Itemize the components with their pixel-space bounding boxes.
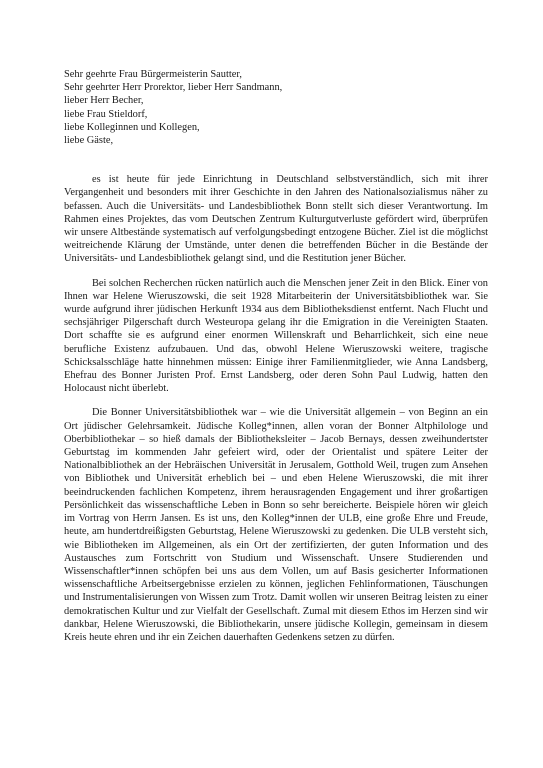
salutation-block — [64, 68, 488, 147]
body-paragraph: es ist heute für jede Einrichtung in Deutschland selbstverständlich, sich mit ihrer Vergangenheit und besonders mit ihrer Geschichte in den Jahren des Nationalsozialismus näher zu befassen. Auch die Universitäts- und Landesbibliothek Bonn stellt sich dieser Verantwortung. Im Rahmen eines Projektes, das vom Deutschen Zentrum Kulturgutverluste gefördert wird, überprüfen wir unsere Altbestände systematisch auf verfolgungsbedingt entzogene Bücher. Ziel ist die möglichst weitreichende Klärung der Umstände, unter denen die betreffenden Bücher in die Bestände der Universitäts- und Landesbibliothek gelangt sind, und die Restitution jener Bücher. — [64, 174, 488, 265]
salutation-line: lieber Herr Becher, — [64, 95, 144, 107]
salutation-line: liebe Gäste, — [64, 135, 114, 147]
salutation-line: Sehr geehrte Frau Bürgermeisterin Sautter, — [64, 69, 242, 80]
body-paragraph: Die Bonner Universitätsbibliothek war – wie die Universität allgemein – von Beginn an ein Ort jüdischer Gelehrsamkeit. Jüdische Kolleg*innen, allen voran der Bonner Altphilologe und Oberbibliothekar – so hieß damals der Bibliotheksleiter – Jacob Bernays, dessen zweihundertster Geburtstag im kommenden Jahr gefeiert wird, oder der Orientalist und spätere Leiter der Nationalbibliothek an der Hebräischen Universität in Jerusalem, Gotthold Weil, trugen zum Ansehen von Bibliothek und Universität erheblich bei – und eben Helene Wieruszowski, die mit ihrer beeindruckenden fachlichen Kompetenz, ihrem herausragenden Engagement und ihrer großartigen Persönlichkeit das wissenschaftliche Leben in Bonn so sehr bereicherte. Beispiele hören wir gleich im Vortrag von Herrn Jansen. Es ist uns, den Kolleg*innen der ULB, eine große Ehre und Freude, heute, am hundertdreißigsten Geburtstag, Helene Wieruszowski zu gedenken. Die ULB versteht sich, wie Bibliotheken im Allgemeinen, als ein Ort der zertifizierten, der guten Information und des Austausches zum Fortschritt von Studium und Wissenschaft. Unsere Studierenden und Wissenschaftler*innen schöpfen bei uns aus dem Vollen, um auf Basis gesicherter Informationen wissenschaftliche Arbeitsergebnisse erzielen zu können, jeglichen Fehlinformationen, Täuschungen und Instrumentalisierungen von Wissen zum Trotz. Damit wollen wir unseren Beitrag leisten zu einer demokratischen Kultur und zur Vielfalt der Gesellschaft. Zumal mit diesem Ethos im Herzen sind wir dankbar, Helene Wieruszowski, die Bibliothekarin, unsere jüdische Kollegin, gemeinsam in diesem Kreis heute ehren und ihr ein Zeichen dauerhaften Gedenkens setzen zu dürfen. — [64, 407, 488, 643]
body-paragraph: Bei solchen Recherchen rücken natürlich auch die Menschen jener Zeit in den Blick. Einer von Ihnen war Helene Wieruszowski, die seit 1928 Mitarbeiterin der Universitätsbibliothek war. Sie wurde aufgrund ihrer jüdischen Herkunft 1934 aus dem Bibliotheksdienst entfernt. Nach Flucht und sechsjähriger Pilgerschaft durch Westeuropa gelang ihr die Emigration in die Vereinigten Staaten. Dort schaffte sie es aufgrund einer enormen Willenskraft und Beharrlichkeit, sich eine neue berufliche Existenz aufzubauen. Und das, obwohl Helene Wieruszowski weitere, tragische Schicksalsschläge hatte hinnehmen müssen: Einige ihrer Familienmitglieder, wie Anna Landsberg, Ehefrau des Bonner Juristen Prof. Ernst Landsberg, oder deren Sohn Paul Ludwig, hatten den Holocaust nicht überlebt. — [64, 277, 488, 395]
salutation-line: liebe Frau Stieldorf, — [64, 108, 148, 120]
salutation-line: liebe Kolleginnen und Kollegen, — [64, 121, 200, 133]
salutation-line: Sehr geehrter Herr Prorektor, lieber Herr Sandmann, — [64, 82, 283, 94]
letter-page — [64, 68, 488, 644]
